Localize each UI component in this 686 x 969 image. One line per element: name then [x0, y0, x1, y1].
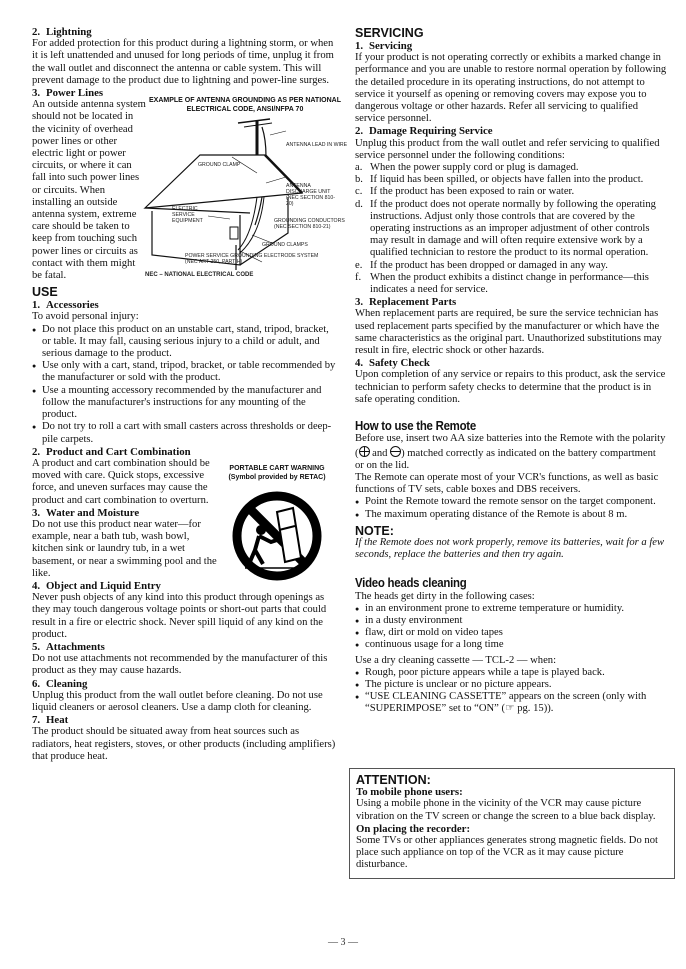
cart-heading: Product and Cart Combination [46, 445, 191, 458]
object-heading: Object and Liquid Entry [46, 579, 161, 592]
remote-title: How to use the Remote [355, 418, 476, 434]
cart-warning-subtitle: (Symbol provided by RETAC) [228, 473, 326, 481]
replacement-body: When replacement parts are required, be sure the service technician has used replacement parts specified by the manufacturer or which have the same characteristics as the original part. Unauthorized substitutions may result in fire, electric shock or other hazards. [355, 308, 662, 357]
cleaning-cassette-intro: Use a dry cleaning cassette — TCL-2 — when: [355, 654, 557, 666]
section-replacement [355, 296, 667, 357]
heading-number: 3. [32, 87, 41, 100]
accessories-list [32, 324, 340, 446]
antenna-grounding-diagram [140, 97, 350, 287]
list-item: d. If the product does not operate normally by following the operating instructions. Adjust only those controls that are covered by the operating instructions as an improper adjustment of other controls may result in damage and will often require extensive work by a qualified technician to restore the product to its normal operation. [355, 198, 656, 259]
accessories-intro: To avoid personal injury: [32, 311, 139, 323]
label-ground-clamp: GROUND CLAMP [198, 162, 241, 168]
label-antenna-discharge-unit: ANTENNA DISCHARGE UNIT (NEC SECTION 810-20) [286, 183, 336, 207]
remote-body-2: The Remote can operate most of your VCR's functions, as well as basic functions of TV sets, cable boxes and DBS receivers. [355, 471, 659, 496]
attention-box [349, 768, 675, 879]
safety-body: Upon completion of any service or repairs to this product, ask the service technician to perform safety checks to determine that the product is in safe operating condition. [355, 369, 666, 405]
section-remote [355, 420, 667, 561]
video-heads-intro: The heads get dirty in the following cases: [355, 590, 535, 602]
dirty-cases-list [355, 603, 667, 652]
heading-number: 3. [32, 506, 41, 519]
cart-body: A product and cart combination should be moved with care. Quick stops, excessive force, and uneven surfaces may cause the product and cart combination to overturn. [32, 457, 210, 506]
label-electric-service-equipment: ELECTRIC SERVICE EQUIPMENT [172, 206, 203, 224]
heat-heading: Heat [46, 714, 69, 727]
placing-heading: On placing the recorder: [356, 822, 471, 835]
servicing-title: SERVICING [355, 26, 424, 40]
heading-number: 2. [32, 26, 41, 38]
plus-polarity-icon [359, 446, 370, 457]
section-servicing [355, 40, 667, 125]
list-item: a. When the power supply cord or plug is damaged. [355, 162, 579, 174]
list-item: f. When the product exhibits a distinct change in performance—this indicates a need for service. [355, 271, 649, 296]
list-item: c. If the product has been exposed to rain or water. [355, 186, 575, 198]
minus-polarity-icon [390, 446, 401, 457]
list-item: ● flaw, dirt or mold on video tapes [355, 627, 667, 639]
power-lines-body: An outside antenna system should not be located in the vicinity of overhead power lines or other electric light or power circuits, or where it can fall into such power lines or circuits. When installing an outside antenna system, extreme care should be taken to keep from touching such power lines or circuits as contact with them might be fatal. [32, 99, 146, 282]
label-grounding-conductors: GROUNDING CONDUCTORS (NEC SECTION 810-21) [274, 218, 345, 230]
section-lightning [32, 26, 340, 87]
damage-conditions-list [355, 162, 667, 296]
water-heading: Water and Moisture [46, 506, 140, 519]
section-video-heads [355, 577, 667, 715]
remote-body-1: Before use, insert two AA size batteries into the Remote with the polarity ( and ) matched correctly as indicated on the battery compartment or on the lid. [355, 433, 666, 471]
mobile-body: Using a mobile phone in the vicinity of the VCR may cause picture vibration on the TV screen or change the screen to a blue back display. [356, 798, 656, 822]
safety-heading: Safety Check [369, 357, 430, 370]
heading-number: 4. [355, 357, 364, 370]
cart-tip-over-icon [227, 488, 327, 584]
mobile-heading: To mobile phone users: [356, 786, 463, 799]
page-reference-icon: ☞ [505, 703, 515, 715]
section-heat [32, 714, 340, 763]
list-item: ● in a dusty environment [355, 615, 667, 627]
page-number: — 3 — [328, 937, 358, 948]
list-item: ● Rough, poor picture appears while a tape is played back. [355, 667, 667, 679]
placing-body: Some TVs or other appliances generates strong magnetic fields. Do not place such appliance on top of the VCR as it may cause picture disturbance. [356, 835, 658, 871]
list-item: ● Do not place this product on an unstable cart, stand, tripod, bracket, or table. It may fall, causing serious injury to a child or adult, and serious damage to the product. [32, 324, 340, 361]
servicing-heading: Servicing [369, 40, 413, 52]
list-item: ● “USE CLEANING CASSETTE” appears on the screen (only with “SUPERIMPOSE” set to “ON” (☞ pg. 15)). [355, 691, 667, 715]
label-electrode-system: POWER SERVICE GROUNDING ELECTRODE SYSTEM (NEC ART 250, PART H) [185, 253, 319, 265]
heading-number: 1. [355, 40, 364, 52]
heading-number: 4. [32, 579, 41, 592]
section-cart [32, 446, 222, 580]
section-safety [355, 357, 667, 406]
heading-number: 1. [32, 299, 41, 312]
label-antenna-lead-in-wire: ANTENNA LEAD IN WIRE [286, 142, 348, 148]
right-column [355, 26, 667, 716]
water-body: Do not use this product near water—for example, near a bath tub, wash bowl, kitchen sink or laundry tub, in a wet basement, or near a swimming pool and the like. [32, 518, 217, 579]
replacement-heading: Replacement Parts [369, 296, 457, 309]
lightning-body: For added protection for this product during a lightning storm, or when it is left unattended and unused for long periods of time, unplug it from the wall outlet and disconnect the antenna or cable system. This will prevent damage to the product due to lightning and power-line surges. [32, 38, 334, 86]
diagram-footnote: NEC – NATIONAL ELECTRICAL CODE [145, 272, 254, 278]
attachments-heading: Attachments [46, 640, 105, 653]
heat-body: The product should be situated away from heat sources such as radiators, heat registers, stoves, or other products (including amplifiers) that produce heat. [32, 726, 336, 762]
list-item: b. If liquid has been spilled, or objects have fallen into the product. [355, 174, 644, 186]
video-heads-title: Video heads cleaning [355, 575, 467, 591]
heading-number: 2. [32, 445, 41, 458]
list-item: e. If the product has been dropped or damaged in any way. [355, 259, 608, 271]
power-lines-heading: Power Lines [46, 87, 104, 100]
cleaning-body: Unplug this product from the wall outlet before cleaning. Do not use liquid cleaners or aerosol cleaners. Use a damp cloth for cleaning. [32, 689, 323, 713]
damage-heading: Damage Requiring Service [369, 125, 493, 138]
accessories-heading: Accessories [46, 299, 99, 312]
lightning-heading: Lightning [46, 26, 92, 38]
list-item: ● Use a mounting accessory recommended by the manufacturer and follow the manufacturer's instructions for any mounting of the product. [32, 385, 340, 422]
use-title: USE [32, 285, 58, 300]
section-damage [355, 125, 667, 296]
object-body: Never push objects of any kind into this product through openings as they may touch dangerous voltage points or short-out parts that could result in a fire or electric shock. Never spill liquid of any kind on the product. [32, 592, 327, 640]
diagram-caption: EXAMPLE OF ANTENNA GROUNDING AS PER NATIONAL ELECTRICAL CODE, ANSI/NFPA 70 [149, 97, 341, 113]
list-item: ● Do not try to roll a cart with small casters across thresholds or deep-pile carpets. [32, 421, 340, 445]
note-title: NOTE: [355, 523, 394, 538]
list-item: ● The maximum operating distance of the Remote is about 8 m. [355, 509, 667, 521]
heading-number: 5. [32, 640, 41, 653]
cart-warning-title: PORTABLE CART WARNING [229, 465, 325, 472]
heading-number: 3. [355, 296, 364, 309]
note-body: If the Remote does not work properly, remove its batteries, wait for a few seconds, replace the batteries and then try again. [355, 536, 665, 561]
attachments-body: Do not use attachments not recommended by the manufacturer of this product as they may cause hazards. [32, 653, 328, 677]
section-object [32, 580, 340, 641]
section-accessories [32, 299, 340, 445]
servicing-body: If your product is not operating correctly or exhibits a marked change in performance and you are unable to restore normal operation by following the detailed procedure in its operating instructions, do not attempt to service it yourself as opening or removing covers may expose you to dangerous voltage or other hazards. Refer all servicing to qualified service personnel. [355, 52, 667, 125]
list-item: ● Point the Remote toward the remote sensor on the target component. [355, 496, 667, 508]
attention-title: ATTENTION: [356, 773, 431, 787]
portable-cart-warning [222, 465, 332, 584]
section-cleaning [32, 678, 340, 715]
remote-list [355, 496, 667, 520]
cleaning-heading: Cleaning [46, 677, 88, 690]
cleaning-when-list [355, 667, 667, 716]
list-item: ● The picture is unclear or no picture appears. [355, 679, 667, 691]
heading-number: 2. [355, 125, 364, 138]
list-item: ● continuous usage for a long time [355, 639, 667, 651]
heading-number: 7. [32, 714, 41, 727]
section-attachments [32, 641, 340, 678]
damage-body: Unplug this product from the wall outlet and refer servicing to qualified service personnel under the following conditions: [355, 137, 660, 161]
label-ground-clamps: GROUND CLAMPS [262, 242, 308, 248]
list-item: ● in an environment prone to extreme temperature or humidity. [355, 603, 667, 615]
heading-number: 6. [32, 677, 41, 690]
list-item: ● Use only with a cart, stand, tripod, bracket, or table recommended by the manufacturer or sold with the product. [32, 360, 340, 384]
